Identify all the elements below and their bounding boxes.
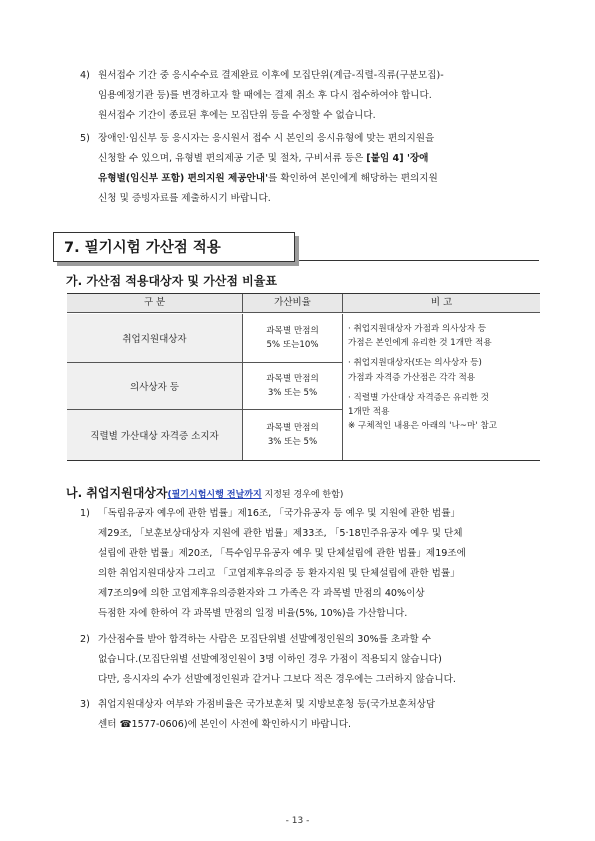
- item-5-line: [98, 169, 550, 189]
- item-5-text: 신청할 수 있으며, 유형별 편의제공 기준 및 절차, 구비서류 등은: [98, 153, 367, 164]
- na-item-3-number: 3): [80, 699, 90, 710]
- rate-line: 3% 또는 5%: [267, 437, 318, 447]
- na-item-2-number: 2): [80, 634, 90, 645]
- remark-line: · 직렬별 가산대상 자격증은 유리한 것: [348, 392, 489, 403]
- item-4: [80, 66, 550, 128]
- attachment-reference: [붙임 4] '장애: [366, 153, 429, 164]
- rate-line: 과목별 만점의: [266, 326, 319, 336]
- rate-line: 5% 또는10%: [266, 340, 319, 350]
- page-number: - 13 -: [285, 816, 310, 826]
- table-row-category: 직렬별 가산대상 자격증 소지자: [67, 409, 242, 460]
- table-row-category: 의사상자 등: [67, 362, 242, 409]
- item-4-line: 임용예정기관 등)를 변경하고자 할 때에는 결제 취소 후 다시 접수하여야 합니다.: [98, 90, 432, 101]
- table-header-remarks: 비 고: [342, 294, 540, 313]
- na-item-2-line: 가산점수를 받아 합격하는 사람은 모집단위별 선발예정인원의 30%를 초과할 수: [98, 634, 432, 645]
- subsection-na-heading: 나. 취업지원대상자: [66, 486, 168, 500]
- rate-line: 과목별 만점의: [266, 423, 319, 433]
- rate-line: 3% 또는 5%: [267, 388, 318, 398]
- bonus-points-table: [67, 293, 540, 461]
- remark-line: 가점은 본인에게 유리한 것 1개만 적용: [348, 338, 492, 349]
- remark-line: · 취업지원대상자 가점과 의사상자 등: [348, 324, 487, 334]
- section-divider: [299, 260, 539, 261]
- remark-line: 가점과 자격증 가산점은 각각 적용: [348, 372, 476, 383]
- table-row-rate: [242, 314, 342, 362]
- na-item-1-line: 득점한 자에 한하여 각 과목별 만점의 일정 비율(5%, 10%)을 가산합니다.: [98, 608, 408, 619]
- section-title: 7. 필기시험 가산점 적용: [64, 240, 221, 256]
- item-5-line: [98, 149, 550, 169]
- table-remarks-cell: [342, 314, 540, 460]
- paren-open: (: [167, 490, 172, 500]
- na-item-3-line: 취업지원대상자 여부와 가점비율은 국가보훈처 및 지방보훈청 등(국가보훈처상담: [98, 699, 436, 710]
- subsection-ga-title: 가. 가산점 적용대상자 및 가산점 비율표: [66, 274, 277, 288]
- item-4-number: 4): [80, 70, 90, 81]
- na-item-1-number: 1): [80, 508, 90, 519]
- na-item-1-line: 제7조의9에 의한 고엽제후유의증환자와 그 가족은 각 과목별 만점의 40%이상: [98, 588, 425, 599]
- na-item-1-line: 제29조, 「보훈보상대상자 지원에 관한 법률」제33조, 「5·18민주유공자 예우 및 단체: [98, 528, 463, 539]
- attachment-title: 유형별(임신부 포함) 편의지원 제공안내': [98, 173, 269, 184]
- rate-line: 과목별 만점의: [266, 374, 319, 384]
- remark-line: · 취업지원대상자(또는 의사상자 등): [348, 358, 482, 369]
- remark-line: ※ 구체적인 내용은 아래의 '나~마' 참고: [348, 421, 498, 432]
- item-5: [80, 129, 550, 213]
- na-item-2: [80, 630, 550, 692]
- item-5-line: 장애인·임신부 등 응시자는 응시원서 접수 시 본인의 응시유형에 맞는 편의지원을: [98, 133, 435, 144]
- na-item-2-line: 다만, 응시자의 수가 선발예정인원과 같거나 그보다 적은 경우에는 그러하지 않습니다.: [98, 674, 456, 685]
- table-header-rate: 가산비율: [242, 294, 342, 313]
- table-row-rate: [242, 362, 342, 409]
- item-5-number: 5): [80, 133, 90, 144]
- na-item-3: [80, 695, 550, 737]
- remark-line: 1개만 적용: [348, 407, 390, 418]
- item-5-line: 신청 및 증빙자료를 제출하시기 바랍니다.: [98, 193, 271, 204]
- na-item-1-line: 의한 취업지원대상자 그리고 「고엽제후유의증 등 환자지원 및 단체설립에 관한 법률」: [98, 568, 460, 579]
- item-5-text: 를 확인하여 본인에게 해당하는 편의지원: [268, 173, 438, 184]
- na-item-3-line: 센터 ☎1577-0606)에 본인이 사전에 확인하시기 바랍니다.: [98, 719, 352, 730]
- subsection-na-title: [66, 485, 343, 503]
- na-item-1-line: 「독립유공자 예우에 관한 법률」제16조, 「국가유공자 등 예우 및 지원에 관한 법률」: [98, 508, 461, 519]
- na-item-1: [80, 504, 550, 628]
- table-header-category: 구 분: [67, 294, 242, 313]
- na-item-2-line: 없습니다.(모집단위별 선발예정인원이 3명 이하인 경우 가점이 적용되지 않습니다): [98, 654, 442, 665]
- deadline-link[interactable]: 필기시험시행 전날까지: [171, 490, 262, 500]
- section-title-box: [53, 232, 295, 262]
- subsection-na-condition: 지정된 경우에 한함): [261, 490, 344, 500]
- na-item-1-line: 설립에 관한 법률」제20조, 「특수임무유공자 예우 및 단체설립에 관한 법률」제19조에: [98, 548, 466, 559]
- item-4-line: 원서접수 기간 중 응시수수료 결제완료 이후에 모집단위(계급-직렬-직류(구분모집)-: [98, 70, 444, 81]
- table-row-category: 취업지원대상자: [67, 314, 242, 362]
- table-row-rate: [242, 409, 342, 460]
- item-4-line: 원서접수 기간이 종료된 후에는 모집단위 등을 수정할 수 없습니다.: [98, 110, 376, 121]
